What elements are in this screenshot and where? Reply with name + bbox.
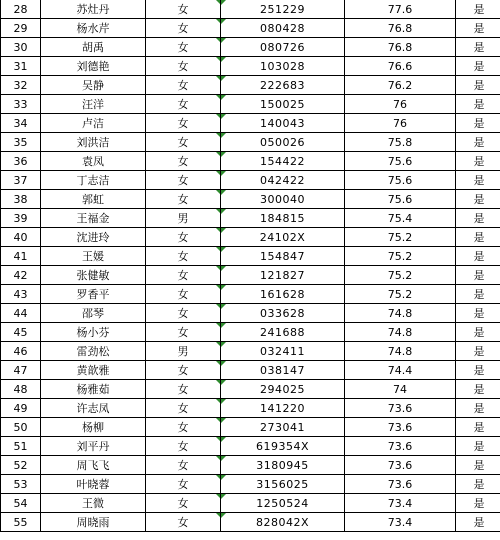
gender-cell[interactable]: 女 xyxy=(146,114,221,133)
row-number-cell[interactable]: 39 xyxy=(1,209,41,228)
name-cell[interactable]: 王媛 xyxy=(41,247,146,266)
pass-status-cell[interactable]: 是 xyxy=(456,190,500,209)
id-number-cell[interactable]: 273041 xyxy=(221,418,345,437)
gender-cell[interactable]: 女 xyxy=(146,361,221,380)
gender-cell[interactable]: 女 xyxy=(146,304,221,323)
name-cell[interactable]: 杨柳 xyxy=(41,418,146,437)
pass-status-cell[interactable]: 是 xyxy=(456,494,500,513)
score-cell[interactable]: 76.2 xyxy=(345,76,456,95)
id-number-cell[interactable]: 150025 xyxy=(221,95,345,114)
id-number-cell[interactable]: 032411 xyxy=(221,342,345,361)
row-number-cell[interactable]: 31 xyxy=(1,57,41,76)
row-number-cell[interactable]: 37 xyxy=(1,171,41,190)
pass-status-cell[interactable]: 是 xyxy=(456,475,500,494)
row-number-cell[interactable]: 38 xyxy=(1,190,41,209)
row-number-cell[interactable]: 49 xyxy=(1,399,41,418)
gender-cell[interactable]: 女 xyxy=(146,475,221,494)
score-cell[interactable]: 76.8 xyxy=(345,38,456,57)
table-row xyxy=(1,171,500,190)
pass-status-cell[interactable]: 是 xyxy=(456,57,500,76)
id-number-cell[interactable]: 184815 xyxy=(221,209,345,228)
gender-cell[interactable]: 男 xyxy=(146,209,221,228)
name-cell[interactable]: 周飞飞 xyxy=(41,456,146,475)
id-number-cell[interactable]: 161628 xyxy=(221,285,345,304)
gender-cell[interactable]: 女 xyxy=(146,323,221,342)
score-cell[interactable]: 73.6 xyxy=(345,456,456,475)
id-number-cell[interactable]: 033628 xyxy=(221,304,345,323)
id-number-cell[interactable]: 141220 xyxy=(221,399,345,418)
score-cell[interactable]: 74.4 xyxy=(345,361,456,380)
table-row xyxy=(1,76,500,95)
gender-cell[interactable]: 女 xyxy=(146,437,221,456)
id-number-cell[interactable]: 042422 xyxy=(221,171,345,190)
name-cell[interactable]: 杨小芬 xyxy=(41,323,146,342)
gender-cell[interactable]: 女 xyxy=(146,171,221,190)
row-number-cell[interactable]: 52 xyxy=(1,456,41,475)
gender-cell[interactable]: 女 xyxy=(146,38,221,57)
name-cell[interactable]: 刘洪洁 xyxy=(41,133,146,152)
table-row xyxy=(1,361,500,380)
id-number-cell[interactable]: 103028 xyxy=(221,57,345,76)
name-cell[interactable]: 王福金 xyxy=(41,209,146,228)
gender-cell[interactable]: 女 xyxy=(146,0,221,19)
score-cell[interactable]: 75.6 xyxy=(345,152,456,171)
pass-status-cell[interactable]: 是 xyxy=(456,38,500,57)
id-number-cell[interactable]: 300040 xyxy=(221,190,345,209)
table-row xyxy=(1,19,500,38)
row-number-cell[interactable]: 33 xyxy=(1,95,41,114)
score-cell[interactable]: 76.8 xyxy=(345,19,456,38)
name-cell[interactable]: 袁凤 xyxy=(41,152,146,171)
pass-status-cell[interactable]: 是 xyxy=(456,285,500,304)
row-number-cell[interactable]: 54 xyxy=(1,494,41,513)
score-cell[interactable]: 74.8 xyxy=(345,342,456,361)
table-row xyxy=(1,209,500,228)
name-cell[interactable]: 叶晓蓉 xyxy=(41,475,146,494)
table-row xyxy=(1,285,500,304)
row-number-cell[interactable]: 51 xyxy=(1,437,41,456)
table-row xyxy=(1,513,500,532)
name-cell[interactable]: 王微 xyxy=(41,494,146,513)
id-number-cell[interactable]: 140043 xyxy=(221,114,345,133)
row-number-cell[interactable]: 36 xyxy=(1,152,41,171)
score-cell[interactable]: 75.2 xyxy=(345,285,456,304)
name-cell[interactable]: 周晓雨 xyxy=(41,513,146,532)
score-cell[interactable]: 76 xyxy=(345,95,456,114)
gender-cell[interactable]: 女 xyxy=(146,380,221,399)
score-cell[interactable]: 77.6 xyxy=(345,0,456,19)
name-cell[interactable]: 汪洋 xyxy=(41,95,146,114)
name-cell[interactable]: 卢洁 xyxy=(41,114,146,133)
gender-cell[interactable]: 女 xyxy=(146,76,221,95)
pass-status-cell[interactable]: 是 xyxy=(456,209,500,228)
gender-cell[interactable]: 女 xyxy=(146,133,221,152)
gender-cell[interactable]: 女 xyxy=(146,494,221,513)
table-row xyxy=(1,456,500,475)
table-row xyxy=(1,57,500,76)
id-number-cell[interactable]: 154847 xyxy=(221,247,345,266)
pass-status-cell[interactable]: 是 xyxy=(456,456,500,475)
name-cell[interactable]: 沈进玲 xyxy=(41,228,146,247)
table-row xyxy=(1,247,500,266)
gender-cell[interactable]: 女 xyxy=(146,228,221,247)
score-cell[interactable]: 73.6 xyxy=(345,418,456,437)
row-number-cell[interactable]: 48 xyxy=(1,380,41,399)
score-cell[interactable]: 75.8 xyxy=(345,133,456,152)
id-number-cell[interactable]: 294025 xyxy=(221,380,345,399)
row-number-cell[interactable]: 42 xyxy=(1,266,41,285)
row-number-cell[interactable]: 45 xyxy=(1,323,41,342)
name-cell[interactable]: 刘德艳 xyxy=(41,57,146,76)
gender-cell[interactable]: 女 xyxy=(146,456,221,475)
row-number-cell[interactable]: 32 xyxy=(1,76,41,95)
table-row xyxy=(1,380,500,399)
gender-cell[interactable]: 女 xyxy=(146,513,221,532)
gender-cell[interactable]: 男 xyxy=(146,342,221,361)
id-number-cell[interactable]: 080726 xyxy=(221,38,345,57)
id-number-cell[interactable]: 3156025 xyxy=(221,475,345,494)
name-cell[interactable]: 刘平丹 xyxy=(41,437,146,456)
id-number-cell[interactable]: 241688 xyxy=(221,323,345,342)
pass-status-cell[interactable]: 是 xyxy=(456,19,500,38)
table-row xyxy=(1,437,500,456)
id-number-cell[interactable]: 154422 xyxy=(221,152,345,171)
pass-status-cell[interactable]: 是 xyxy=(456,247,500,266)
pass-status-cell[interactable]: 是 xyxy=(456,418,500,437)
name-cell[interactable]: 吴静 xyxy=(41,76,146,95)
gender-cell[interactable]: 女 xyxy=(146,19,221,38)
name-cell[interactable]: 杨水芹 xyxy=(41,19,146,38)
table-row xyxy=(1,228,500,247)
name-cell[interactable]: 郭虹 xyxy=(41,190,146,209)
row-number-cell[interactable]: 50 xyxy=(1,418,41,437)
pass-status-cell[interactable]: 是 xyxy=(456,399,500,418)
row-number-cell[interactable]: 44 xyxy=(1,304,41,323)
score-cell[interactable]: 75.6 xyxy=(345,171,456,190)
gender-cell[interactable]: 女 xyxy=(146,95,221,114)
pass-status-cell[interactable]: 是 xyxy=(456,380,500,399)
pass-status-cell[interactable]: 是 xyxy=(456,76,500,95)
table-row xyxy=(1,304,500,323)
score-cell[interactable]: 74.8 xyxy=(345,323,456,342)
score-cell[interactable]: 75.2 xyxy=(345,247,456,266)
pass-status-cell[interactable]: 是 xyxy=(456,342,500,361)
row-number-cell[interactable]: 43 xyxy=(1,285,41,304)
pass-status-cell[interactable]: 是 xyxy=(456,171,500,190)
id-number-cell[interactable]: 038147 xyxy=(221,361,345,380)
row-number-cell[interactable]: 28 xyxy=(1,0,41,19)
name-cell[interactable]: 黄歆雅 xyxy=(41,361,146,380)
results-table-body xyxy=(1,0,500,532)
pass-status-cell[interactable]: 是 xyxy=(456,361,500,380)
score-cell[interactable]: 75.6 xyxy=(345,190,456,209)
table-row xyxy=(1,152,500,171)
row-number-cell[interactable]: 40 xyxy=(1,228,41,247)
pass-status-cell[interactable]: 是 xyxy=(456,304,500,323)
table-row xyxy=(1,399,500,418)
row-number-cell[interactable]: 29 xyxy=(1,19,41,38)
name-cell[interactable]: 杨雅茹 xyxy=(41,380,146,399)
table-row xyxy=(1,0,500,19)
table-row xyxy=(1,114,500,133)
id-number-cell[interactable]: 1250524 xyxy=(221,494,345,513)
id-number-cell[interactable]: 3180945 xyxy=(221,456,345,475)
id-number-cell[interactable]: 121827 xyxy=(221,266,345,285)
table-row xyxy=(1,475,500,494)
name-cell[interactable]: 许志凤 xyxy=(41,399,146,418)
name-cell[interactable]: 丁志洁 xyxy=(41,171,146,190)
score-cell[interactable]: 75.2 xyxy=(345,266,456,285)
row-number-cell[interactable]: 34 xyxy=(1,114,41,133)
id-number-cell[interactable]: 619354X xyxy=(221,437,345,456)
name-cell[interactable]: 张健敏 xyxy=(41,266,146,285)
id-number-cell[interactable]: 050026 xyxy=(221,133,345,152)
row-number-cell[interactable]: 30 xyxy=(1,38,41,57)
table-row xyxy=(1,95,500,114)
score-cell[interactable]: 75.4 xyxy=(345,209,456,228)
table-row xyxy=(1,323,500,342)
pass-status-cell[interactable]: 是 xyxy=(456,513,500,532)
score-cell[interactable]: 76 xyxy=(345,114,456,133)
id-number-cell[interactable]: 222683 xyxy=(221,76,345,95)
pass-status-cell[interactable]: 是 xyxy=(456,228,500,247)
table-row xyxy=(1,494,500,513)
pass-status-cell[interactable]: 是 xyxy=(456,114,500,133)
gender-cell[interactable]: 女 xyxy=(146,266,221,285)
gender-cell[interactable]: 女 xyxy=(146,190,221,209)
gender-cell[interactable]: 女 xyxy=(146,57,221,76)
pass-status-cell[interactable]: 是 xyxy=(456,266,500,285)
table-row xyxy=(1,38,500,57)
name-cell[interactable]: 罗香平 xyxy=(41,285,146,304)
name-cell[interactable]: 胡禹 xyxy=(41,38,146,57)
table-row xyxy=(1,342,500,361)
row-number-cell[interactable]: 55 xyxy=(1,513,41,532)
gender-cell[interactable]: 女 xyxy=(146,152,221,171)
name-cell[interactable]: 苏灶丹 xyxy=(41,0,146,19)
score-cell[interactable]: 73.6 xyxy=(345,437,456,456)
name-cell[interactable]: 邵琴 xyxy=(41,304,146,323)
gender-cell[interactable]: 女 xyxy=(146,399,221,418)
table-row xyxy=(1,190,500,209)
row-number-cell[interactable]: 47 xyxy=(1,361,41,380)
table-row xyxy=(1,266,500,285)
pass-status-cell[interactable]: 是 xyxy=(456,437,500,456)
gender-cell[interactable]: 女 xyxy=(146,285,221,304)
pass-status-cell[interactable]: 是 xyxy=(456,152,500,171)
row-number-cell[interactable]: 53 xyxy=(1,475,41,494)
score-cell[interactable]: 75.2 xyxy=(345,228,456,247)
table-row xyxy=(1,133,500,152)
pass-status-cell[interactable]: 是 xyxy=(456,323,500,342)
pass-status-cell[interactable]: 是 xyxy=(456,0,500,19)
id-number-cell[interactable]: 24102X xyxy=(221,228,345,247)
row-number-cell[interactable]: 35 xyxy=(1,133,41,152)
pass-status-cell[interactable]: 是 xyxy=(456,95,500,114)
row-number-cell[interactable]: 41 xyxy=(1,247,41,266)
gender-cell[interactable]: 女 xyxy=(146,418,221,437)
name-cell[interactable]: 雷劲松 xyxy=(41,342,146,361)
table-row xyxy=(1,418,500,437)
score-cell[interactable]: 74.8 xyxy=(345,304,456,323)
score-cell[interactable]: 74 xyxy=(345,380,456,399)
id-number-cell[interactable]: 828042X xyxy=(221,513,345,532)
score-cell[interactable]: 76.6 xyxy=(345,57,456,76)
id-number-cell[interactable]: 251229 xyxy=(221,0,345,19)
row-number-cell[interactable]: 46 xyxy=(1,342,41,361)
score-cell[interactable]: 73.6 xyxy=(345,399,456,418)
score-cell[interactable]: 73.4 xyxy=(345,513,456,532)
id-number-cell[interactable]: 080428 xyxy=(221,19,345,38)
gender-cell[interactable]: 女 xyxy=(146,247,221,266)
pass-status-cell[interactable]: 是 xyxy=(456,133,500,152)
score-cell[interactable]: 73.6 xyxy=(345,475,456,494)
score-cell[interactable]: 73.4 xyxy=(345,494,456,513)
